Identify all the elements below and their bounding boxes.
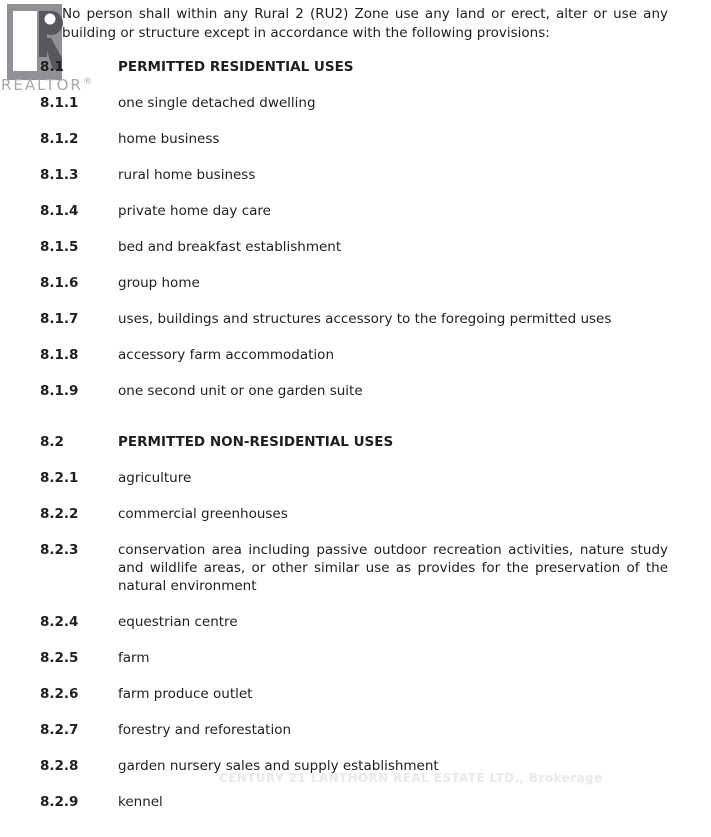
item-text: equestrian centre	[118, 614, 238, 630]
item-text: one single detached dwelling	[118, 95, 316, 111]
provision-row	[40, 346, 668, 364]
item-text: conservation area including passive outdoor recreation activities, nature study and wildlife areas, or other similar use as provides for the preservation of the natural environment	[118, 542, 668, 594]
item-text: bed and breakfast establishment	[118, 239, 342, 255]
provision-row	[40, 793, 668, 811]
item-text: rural home business	[118, 167, 256, 183]
item-text: farm	[118, 650, 150, 666]
section-title: PERMITTED RESIDENTIAL USES	[118, 59, 354, 75]
item-number: 8.1.1	[40, 95, 79, 111]
provision-row	[40, 94, 668, 112]
provision-row	[40, 469, 668, 487]
provision-row	[40, 541, 668, 595]
provision-row	[40, 757, 668, 775]
provision-row	[40, 613, 668, 631]
item-number: 8.1.4	[40, 203, 79, 219]
brokerage-watermark: CENTURY 21 LANTHORN REAL ESTATE LTD., Brokerage	[219, 771, 603, 785]
item-text: one second unit or one garden suite	[118, 383, 363, 399]
provision-row	[40, 310, 668, 328]
provision-row	[40, 238, 668, 256]
item-number: 8.2.3	[40, 542, 79, 558]
provision-row	[40, 202, 668, 220]
item-text: garden nursery sales and supply establishment	[118, 758, 439, 774]
section-heading-row	[40, 433, 668, 451]
item-text: farm produce outlet	[118, 686, 253, 702]
registered-trademark-symbol: ®	[82, 77, 92, 87]
provision-row	[40, 382, 668, 400]
item-text: commercial greenhouses	[118, 506, 288, 522]
provision-row	[40, 166, 668, 184]
item-number: 8.2.6	[40, 686, 79, 702]
section-heading-row	[40, 58, 668, 76]
section-title: PERMITTED NON-RESIDENTIAL USES	[118, 434, 394, 450]
item-number: 8.1.7	[40, 311, 79, 327]
item-number: 8.2.7	[40, 722, 79, 738]
item-number: 8.2.2	[40, 506, 79, 522]
item-text: kennel	[118, 794, 163, 810]
section-number: 8.1	[40, 59, 64, 75]
item-text: home business	[118, 131, 220, 147]
item-number: 8.1.5	[40, 239, 79, 255]
provision-row	[40, 274, 668, 292]
item-number: 8.1.9	[40, 383, 79, 399]
item-text: uses, buildings and structures accessory to the foregoing permitted uses	[118, 311, 612, 327]
item-number: 8.1.3	[40, 167, 79, 183]
provision-row	[40, 505, 668, 523]
intro-paragraph: No person shall within any Rural 2 (RU2) Zone use any land or erect, alter or use any building or structure except in accordance with the following provisions:	[62, 6, 668, 41]
item-number: 8.1.8	[40, 347, 79, 363]
section-number: 8.2	[40, 434, 64, 450]
provision-sections	[0, 58, 711, 811]
provision-row	[40, 649, 668, 667]
item-number: 8.2.8	[40, 758, 79, 774]
item-text: forestry and reforestation	[118, 722, 292, 738]
provision-row	[40, 721, 668, 739]
item-text: accessory farm accommodation	[118, 347, 334, 363]
item-number: 8.2.9	[40, 794, 79, 810]
item-number: 8.2.4	[40, 614, 79, 630]
item-number: 8.2.5	[40, 650, 79, 666]
item-text: private home day care	[118, 203, 271, 219]
item-number: 8.1.2	[40, 131, 79, 147]
provision-row	[40, 685, 668, 703]
item-number: 8.2.1	[40, 470, 79, 486]
item-text: group home	[118, 275, 200, 291]
item-text: agriculture	[118, 470, 192, 486]
realtor-wordmark-text: REALTOR	[1, 76, 83, 94]
provision-row	[40, 130, 668, 148]
item-number: 8.1.6	[40, 275, 79, 291]
